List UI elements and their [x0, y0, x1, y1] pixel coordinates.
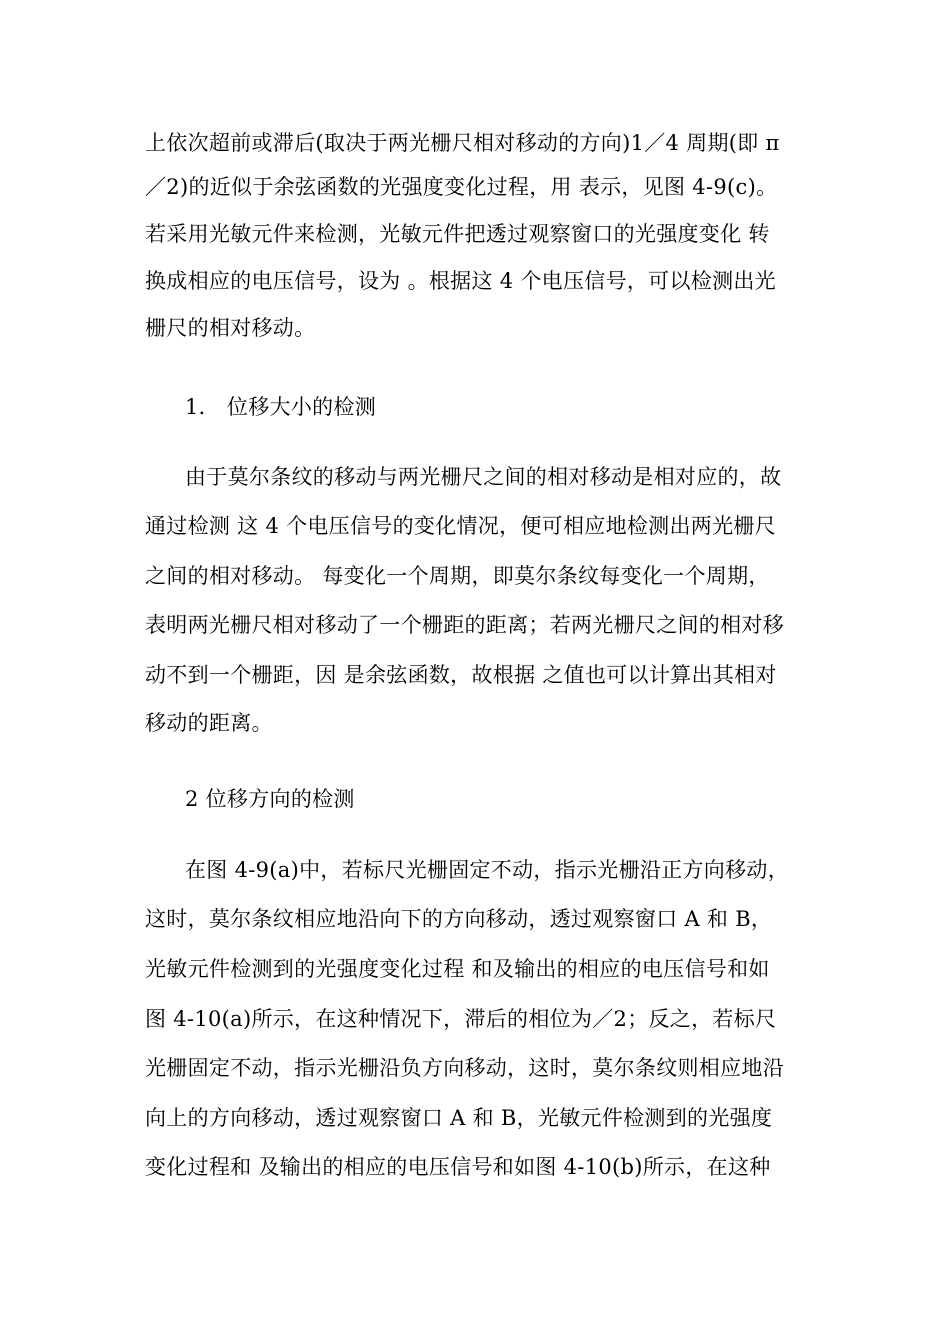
paragraph-line: 移动的距离。 — [145, 711, 273, 735]
paragraph-line: 栅尺的相对移动。 — [145, 316, 316, 340]
paragraph-line: 变化过程和 及输出的相应的电压信号和如图 4-10(b)所示，在这种 — [145, 1155, 771, 1179]
paragraph-line: 在图 4-9(a)中，若标尺光栅固定不动，指示光栅沿正方向移动， — [185, 858, 789, 882]
paragraph-line: ／2)的近似于余弦函数的光强度变化过程，用 表示，见图 4-9(c)。 — [145, 175, 778, 199]
paragraph-line: 若采用光敏元件来检测，光敏元件把透过观察窗口的光强度变化 转 — [145, 222, 770, 246]
paragraph-line: 动不到一个栅距，因 是余弦函数，故根据 之值也可以计算出其相对 — [145, 663, 777, 687]
paragraph-line: 由于莫尔条纹的移动与两光栅尺之间的相对移动是相对应的，故 — [185, 465, 782, 489]
paragraph-line: 光敏元件检测到的光强度变化过程 和及输出的相应的电压信号和如 — [145, 957, 770, 981]
paragraph-line: 光栅固定不动，指示光栅沿负方向移动，这时，莫尔条纹则相应地沿 — [145, 1056, 784, 1080]
section-heading: 1． 位移大小的检测 — [185, 395, 377, 419]
paragraph-line: 换成相应的电压信号，设为 。根据这 4 个电压信号，可以检测出光 — [145, 269, 776, 293]
paragraph-line: 向上的方向移动，透过观察窗口 A 和 B，光敏元件检测到的光强度 — [145, 1106, 773, 1130]
paragraph-line: 图 4-10(a)所示，在这种情况下，滞后的相位为／2；反之，若标尺 — [145, 1007, 777, 1031]
paragraph-line: 之间的相对移动。 每变化一个周期，即莫尔条纹每变化一个周期， — [145, 564, 770, 588]
paragraph-line: 表明两光栅尺相对移动了一个栅距的距离；若两光栅尺之间的相对移 — [145, 613, 784, 637]
paragraph-line: 这时，莫尔条纹相应地沿向下的方向移动，透过观察窗口 A 和 B， — [145, 907, 773, 931]
paragraph-line: 上依次超前或滞后(取决于两光栅尺相对移动的方向)1／4 周期(即 π — [145, 131, 780, 155]
paragraph-line: 通过检测 这 4 个电压信号的变化情况，便可相应地检测出两光栅尺 — [145, 514, 776, 538]
section-heading: 2 位移方向的检测 — [185, 787, 355, 811]
